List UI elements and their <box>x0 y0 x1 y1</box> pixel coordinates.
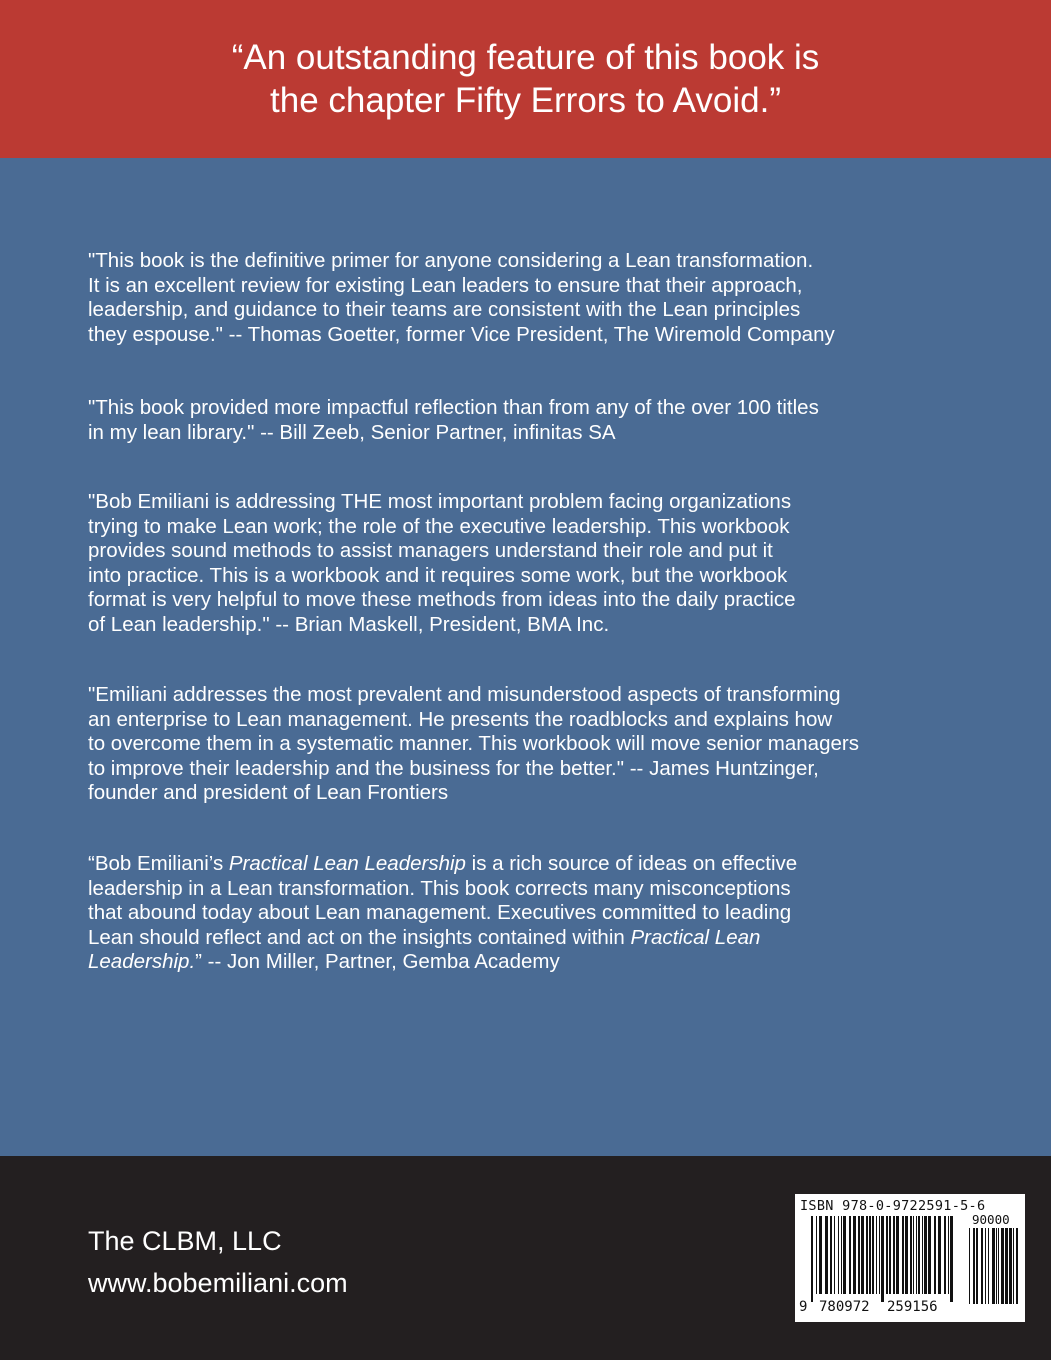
featured-quote <box>0 36 1051 122</box>
barcode-bar <box>869 1216 871 1294</box>
addon-barcode <box>969 1228 1018 1304</box>
barcode-bar <box>876 1216 877 1294</box>
barcode-bar <box>830 1216 832 1294</box>
endorsement-line: to overcome them in a systematic manner. This workbook will move senior managers <box>88 732 859 755</box>
barcode-bar <box>825 1216 828 1294</box>
barcode-bar <box>950 1216 953 1302</box>
barcode-bar <box>988 1228 989 1304</box>
endorsement-huntzinger <box>88 683 859 806</box>
barcode-bar <box>985 1228 986 1304</box>
endorsement-line: they espouse." -- Thomas Goetter, former Vice President, The Wiremold Company <box>88 322 835 346</box>
main-barcode <box>811 1216 953 1302</box>
barcode-bar <box>996 1228 997 1304</box>
barcode-bar <box>838 1216 839 1294</box>
barcode-bar <box>973 1228 975 1304</box>
publisher-name: The CLBM, LLC <box>88 1226 282 1256</box>
barcode-bar <box>896 1216 899 1294</box>
endorsement-line: leadership, and guidance to their teams are consistent with the Lean principles <box>88 298 801 321</box>
barcode-bar <box>893 1216 895 1294</box>
endorsement-line: to improve their leadership and the business for the better." -- James Huntzinger, <box>88 756 819 780</box>
endorsement-text: “Bob Emiliani’s <box>88 852 229 875</box>
endorsement-line: "Emiliani addresses the most prevalent and misunderstood aspects of transforming <box>88 683 841 706</box>
endorsement-line: into practice. This is a workbook and it requires some work, but the workbook <box>88 563 788 587</box>
barcode-bar <box>1001 1228 1004 1304</box>
barcode-bar <box>944 1216 946 1294</box>
barcode-bar <box>918 1216 920 1294</box>
barcode-bar <box>819 1216 822 1294</box>
isbn-barcode <box>795 1194 1025 1322</box>
endorsement-miller <box>88 852 797 975</box>
barcode-bar <box>976 1228 978 1304</box>
barcode-bar <box>913 1216 914 1294</box>
barcode-bar <box>992 1228 995 1304</box>
barcode-bar <box>886 1216 888 1294</box>
publisher-website[interactable]: www.bobemiliani.com <box>88 1268 348 1298</box>
endorsement-line: in my lean library." -- Bill Zeeb, Senior Partner, infinitas SA <box>88 420 616 444</box>
endorsement-goetter <box>88 249 835 347</box>
book-title: Leadership. <box>88 950 196 973</box>
book-title: Practical Lean Leadership <box>228 852 466 875</box>
barcode-bar <box>1013 1228 1014 1304</box>
featured-quote-line: the chapter Fifty Errors to Avoid.” <box>270 81 781 120</box>
barcode-bar <box>881 1216 884 1302</box>
barcode-bar <box>934 1216 936 1294</box>
barcode-bar <box>834 1216 835 1294</box>
barcode-bar <box>811 1216 813 1302</box>
barcode-bar <box>866 1216 868 1294</box>
endorsement-line <box>88 926 797 951</box>
barcode-bar <box>858 1216 860 1294</box>
barcode-bar <box>916 1216 917 1294</box>
endorsement-line: that abound today about Lean management. Executives committed to leading <box>88 901 792 924</box>
barcode-bar <box>1005 1228 1008 1304</box>
endorsement-zeeb <box>88 396 819 445</box>
barcode-bar <box>843 1216 846 1294</box>
endorsement-text: Lean should reflect and act on the insights contained within <box>88 925 631 949</box>
endorsement-text: ” -- Jon Miller, Partner, Gemba Academy <box>195 950 560 973</box>
barcode-first-digit: 9 <box>799 1299 808 1315</box>
barcode-bar <box>1009 1228 1012 1304</box>
barcode-bar <box>861 1216 864 1294</box>
barcode-bar <box>1016 1228 1018 1304</box>
barcode-bar <box>998 1228 999 1304</box>
addon-code: 90000 <box>972 1212 1010 1227</box>
endorsement-line: trying to make Lean work; the role of the executive leadership. This workbook <box>88 514 790 538</box>
featured-quote-line: “An outstanding feature of this book is <box>231 38 820 77</box>
barcode-bar <box>872 1216 874 1294</box>
barcode-bar <box>948 1216 949 1294</box>
endorsement-line: "This book is the definitive primer for anyone considering a Lean transformation. <box>88 249 814 272</box>
endorsement-line: an enterprise to Lean management. He presents the roadblocks and explains how <box>88 707 833 731</box>
barcode-bar <box>922 1216 923 1294</box>
endorsement-line: It is an excellent review for existing Lean leaders to ensure that their approach, <box>88 273 803 297</box>
barcode-right-digits: 259156 <box>887 1299 938 1315</box>
book-title: Practical Lean <box>630 925 761 949</box>
barcode-bar <box>879 1216 880 1294</box>
endorsement-line <box>88 852 797 877</box>
endorsement-line: provides sound methods to assist managers understand their role and put it <box>88 539 773 562</box>
barcode-bar <box>816 1216 817 1294</box>
quote-banner <box>0 0 1051 158</box>
barcode-bar <box>910 1216 912 1294</box>
endorsement-line: format is very helpful to move these methods from ideas into the daily practice <box>88 588 796 611</box>
barcode-bar <box>902 1216 904 1294</box>
endorsement-line <box>88 950 797 975</box>
endorsement-line: "Bob Emiliani is addressing THE most important problem facing organizations <box>88 490 792 513</box>
barcode-bar <box>938 1216 941 1294</box>
barcode-bar <box>905 1216 908 1294</box>
endorsement-line: "This book provided more impactful reflection than from any of the over 100 titles <box>88 396 819 419</box>
barcode-bar <box>969 1228 970 1304</box>
barcode-bar <box>928 1216 931 1294</box>
endorsement-line: founder and president of Lean Frontiers <box>88 781 449 804</box>
barcode-left-digits: 780972 <box>819 1299 870 1315</box>
barcode-bar <box>981 1228 983 1304</box>
barcode-bar <box>849 1216 851 1294</box>
endorsement-text: is a rich source of ideas on effective <box>465 852 798 875</box>
barcode-bar <box>924 1216 927 1294</box>
barcode-bar <box>841 1216 842 1294</box>
endorsement-maskell <box>88 490 796 637</box>
isbn-label: ISBN 978-0-9722591-5-6 <box>800 1198 986 1214</box>
barcode-bar <box>853 1216 856 1294</box>
barcode-bar <box>889 1216 891 1294</box>
endorsement-line: of Lean leadership." -- Brian Maskell, President, BMA Inc. <box>88 612 610 636</box>
endorsement-line: leadership in a Lean transformation. This book corrects many misconceptions <box>88 876 791 900</box>
